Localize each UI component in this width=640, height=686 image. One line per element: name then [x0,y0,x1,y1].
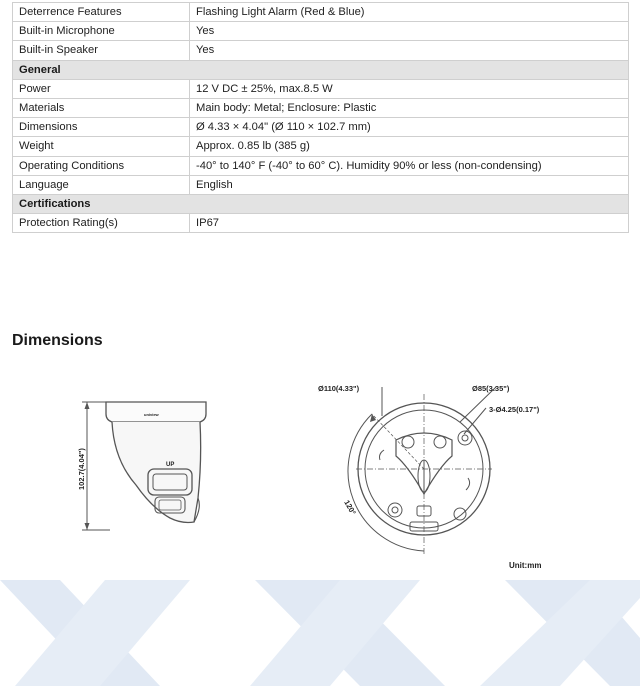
spec-value: Yes [190,41,629,60]
holes-label: 3-Ø4.25(0.17") [489,405,540,414]
camera-dome-outline [112,422,201,523]
spec-row [13,214,629,233]
spec-value: IP67 [190,214,629,233]
unit-label: Unit:mm [509,561,542,570]
spec-label: Protection Rating(s) [13,214,190,233]
spec-label: Deterrence Features [13,3,190,22]
spec-row [13,41,629,60]
spec-table [12,2,629,233]
watermark-logo-band [0,578,640,686]
spec-label: Power [13,79,190,98]
spec-value: Flashing Light Alarm (Red & Blue) [190,3,629,22]
height-label: 102.7(4.04") [77,448,86,490]
spec-row [13,22,629,41]
spec-value: -40° to 140° F (-40° to 60° C). Humidity 90% or less (non-condensing) [190,156,629,175]
spec-value: 12 V DC ± 25%, max.8.5 W [190,79,629,98]
spec-label: Materials [13,98,190,117]
dimensions-heading: Dimensions [12,332,103,349]
spec-value: English [190,175,629,194]
brand-logo-text: uniview [144,412,159,417]
spec-row [13,98,629,117]
spec-row [13,79,629,98]
screw-hole [388,503,402,517]
spec-label: Weight [13,137,190,156]
spec-row [13,156,629,175]
screw-hole [454,508,466,520]
spec-label: Dimensions [13,118,190,137]
angle-label: 120° [342,498,358,517]
diameter-label: Ø110(4.33") [318,384,360,393]
lens-mark: UP [166,462,175,468]
spec-row [13,118,629,137]
spec-value: Yes [190,22,629,41]
spec-section-header [13,194,629,213]
spec-section-header [13,60,629,79]
section-title: General [13,60,629,79]
camera-side-view-drawing [70,390,210,540]
spec-row [13,3,629,22]
section-title: Certifications [13,194,629,213]
spec-row [13,137,629,156]
spec-label: Operating Conditions [13,156,190,175]
spec-value: Ø 4.33 × 4.04" (Ø 110 × 102.7 mm) [190,118,629,137]
camera-top-view-drawing [300,374,560,564]
spec-label: Language [13,175,190,194]
mount-diameter-label: Ø85(3.35") [472,384,510,393]
spec-value: Approx. 0.85 lb (385 g) [190,137,629,156]
spec-value: Main body: Metal; Enclosure: Plastic [190,98,629,117]
spec-label: Built-in Microphone [13,22,190,41]
spec-label: Built-in Speaker [13,41,190,60]
spec-row [13,175,629,194]
